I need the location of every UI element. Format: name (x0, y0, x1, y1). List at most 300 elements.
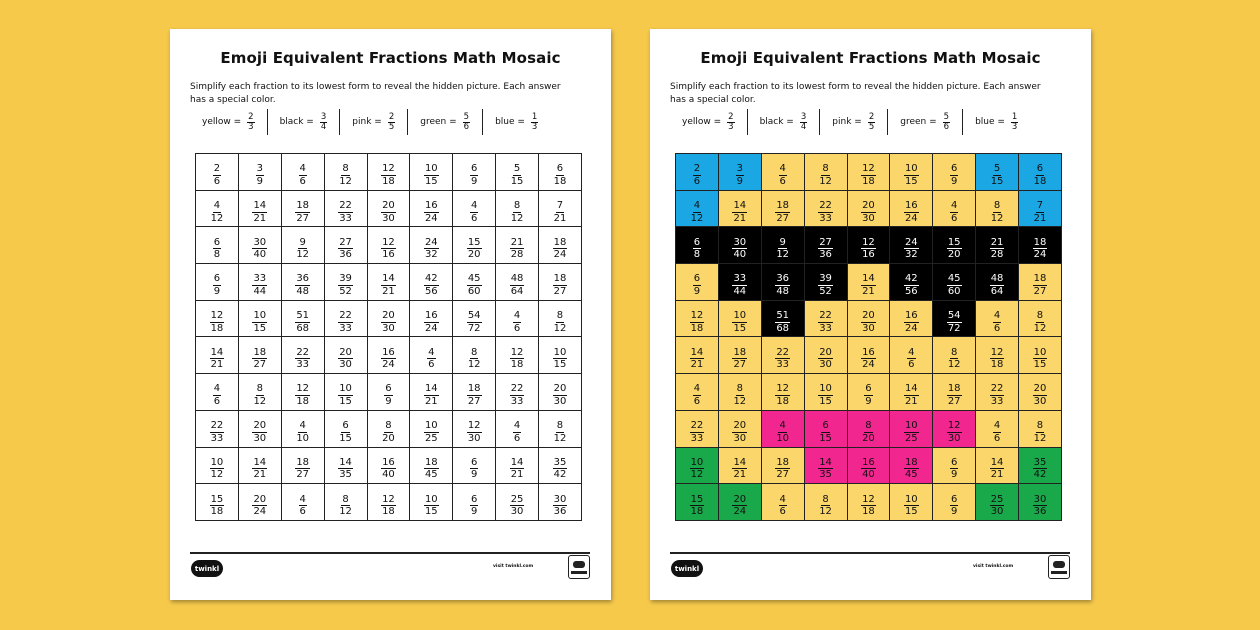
grid-cell (324, 154, 367, 191)
grid-cell (804, 447, 847, 484)
grid-cell (281, 337, 324, 374)
grid-cell (196, 484, 239, 521)
fraction: $\frac{6}{15}$ (819, 420, 832, 444)
fraction: $\frac{35}{42}$ (1033, 456, 1047, 481)
grid-cell (453, 300, 496, 337)
fraction: $\frac{10}{15}$ (339, 383, 352, 407)
grid-cell (238, 337, 281, 374)
color-key (672, 109, 1072, 135)
fraction: $\frac{39}{52}$ (339, 273, 352, 297)
fraction: $\frac{12}{18}$ (382, 163, 395, 187)
fraction: $\frac{18}{27}$ (776, 456, 790, 481)
key-label: yellow = (682, 117, 722, 127)
key-black (747, 109, 820, 135)
fraction: $\frac{18}{27}$ (1033, 273, 1047, 297)
grid-cell (367, 264, 410, 301)
fraction: $\frac{12}{18}$ (776, 383, 790, 407)
fraction: $\frac{8}{12}$ (819, 493, 832, 518)
fraction: $\frac{22}{33}$ (510, 383, 524, 407)
fraction: $\frac{10}{12}$ (690, 456, 704, 481)
grid-cell (281, 374, 324, 411)
grid-cell (453, 264, 496, 301)
grid-cell (718, 410, 761, 447)
fraction: $\frac{2}{6}$ (213, 163, 221, 187)
grid-cell (196, 154, 239, 191)
grid-cell (718, 484, 761, 521)
grid-cell (976, 374, 1019, 411)
quality-stamp-icon (568, 555, 590, 579)
twinkl-logo: twinkl (191, 560, 223, 577)
fraction: $\frac{8}{12}$ (553, 420, 567, 444)
grid-cell (933, 190, 976, 227)
grid-cell (496, 447, 539, 484)
grid-cell (539, 484, 582, 521)
grid-cell (1019, 190, 1062, 227)
fraction: $\frac{15}{20}$ (467, 236, 481, 261)
fraction: $\frac{6}{8}$ (693, 236, 701, 261)
fraction: $\frac{20}{30}$ (862, 310, 875, 334)
fraction: $\frac{10}{15}$ (1033, 346, 1047, 371)
fraction: $\frac{8}{20}$ (382, 420, 395, 444)
grid-cell (367, 410, 410, 447)
fraction: $\frac{14}{35}$ (339, 456, 352, 481)
fraction: $\frac{4}{10}$ (296, 420, 310, 444)
grid-cell (539, 300, 582, 337)
worksheet-title: Emoji Equivalent Fractions Math Mosaic (700, 49, 1041, 67)
fraction: $\frac{6}{9}$ (213, 273, 221, 297)
footer-divider (670, 552, 1070, 554)
fraction: $\frac{6}{9}$ (471, 493, 478, 518)
grid-cell (453, 410, 496, 447)
grid-cell (496, 190, 539, 227)
fraction: $\frac{14}{21}$ (690, 346, 704, 371)
fraction: $\frac{8}{12}$ (1033, 310, 1047, 334)
grid-cell (496, 337, 539, 374)
grid-cell (761, 410, 804, 447)
grid-cell (933, 447, 976, 484)
fraction: $\frac{14}{21}$ (733, 200, 747, 224)
grid-cell (761, 227, 804, 264)
fraction: $\frac{4}{6}$ (213, 383, 221, 407)
fraction: $\frac{21}{28}$ (990, 236, 1004, 261)
fraction: $\frac{10}{15}$ (733, 310, 747, 334)
fraction: $\frac{12}{18}$ (210, 310, 224, 334)
grid-cell (324, 337, 367, 374)
grid-cell (238, 190, 281, 227)
fraction: $\frac{20}{24}$ (733, 493, 747, 518)
fraction: $\frac{6}{9}$ (951, 493, 958, 518)
fraction: $\frac{14}{21}$ (253, 456, 267, 481)
fraction: $\frac{22}{33}$ (339, 200, 352, 224)
grid-cell (539, 447, 582, 484)
grid-cell (367, 337, 410, 374)
grid-cell (976, 447, 1019, 484)
grid-cell (761, 300, 804, 337)
grid-cell (496, 300, 539, 337)
fraction: $\frac{8}{12}$ (339, 493, 352, 518)
fraction: $\frac{16}{24}$ (904, 200, 918, 224)
fraction: $\frac{14}{21}$ (733, 456, 747, 481)
grid-cell (676, 337, 719, 374)
grid-cell (976, 300, 1019, 337)
grid-cell (367, 190, 410, 227)
fraction: $\frac{10}{25}$ (904, 420, 918, 444)
fraction: $\frac{10}{15}$ (553, 346, 567, 371)
fraction: $\frac{14}{21}$ (210, 346, 224, 371)
fraction: $\frac{33}{44}$ (733, 273, 747, 297)
fraction: $\frac{27}{36}$ (339, 236, 352, 261)
fraction: $\frac{18}{27}$ (947, 383, 961, 407)
fraction: $\frac{20}{30}$ (382, 200, 395, 224)
fraction: $\frac{16}{40}$ (382, 456, 395, 481)
fraction: $\frac{12}{18}$ (690, 310, 704, 334)
fraction: $\frac{10}{25}$ (424, 420, 438, 444)
grid-cell (453, 190, 496, 227)
grid-cell (367, 484, 410, 521)
grid-cell (976, 227, 1019, 264)
grid-cell (281, 447, 324, 484)
fraction: $\frac{8}{12}$ (990, 200, 1004, 224)
key-yellow (192, 109, 267, 135)
grid-cell (761, 484, 804, 521)
grid-cell (410, 337, 453, 374)
fraction: $\frac{48}{64}$ (990, 273, 1004, 297)
fraction: $\frac{22}{33}$ (296, 346, 310, 371)
grid-cell (847, 374, 890, 411)
fraction: $\frac{12}{18}$ (382, 493, 395, 518)
fraction: $\frac{8}{12}$ (733, 383, 747, 407)
fraction: $\frac{27}{36}$ (819, 236, 832, 261)
grid-cell (761, 337, 804, 374)
grid-cell (453, 374, 496, 411)
fraction: $\frac{8}{12}$ (339, 163, 352, 187)
grid-cell (890, 447, 933, 484)
fraction: $\frac{18}{27}$ (553, 273, 567, 297)
grid-cell (238, 264, 281, 301)
fraction: $\frac{12}{16}$ (862, 236, 875, 261)
grid-cell (890, 484, 933, 521)
grid-cell (1019, 264, 1062, 301)
grid-cell (410, 410, 453, 447)
fraction: $\frac{22}{33}$ (776, 346, 790, 371)
key-fraction: $\frac{2}{3}$ (248, 111, 254, 132)
grid-cell (238, 300, 281, 337)
grid-cell (410, 154, 453, 191)
grid-cell (890, 410, 933, 447)
fraction: $\frac{6}{9}$ (471, 456, 478, 481)
fraction: $\frac{20}{30}$ (339, 346, 352, 371)
grid-cell (410, 374, 453, 411)
fraction: $\frac{8}{12}$ (510, 200, 524, 224)
fraction: $\frac{10}{15}$ (253, 310, 267, 334)
key-label: yellow = (202, 117, 242, 127)
grid-cell (933, 227, 976, 264)
grid-row (676, 264, 1062, 301)
fraction: $\frac{18}{27}$ (296, 200, 310, 224)
grid-cell (676, 227, 719, 264)
grid-cell (804, 154, 847, 191)
grid-cell (933, 300, 976, 337)
grid-cell (976, 154, 1019, 191)
grid-cell (1019, 337, 1062, 374)
grid-cell (1019, 374, 1062, 411)
grid-cell (976, 337, 1019, 374)
grid-cell (718, 337, 761, 374)
fraction: $\frac{4}{6}$ (513, 310, 521, 334)
grid-cell (976, 484, 1019, 521)
fraction: $\frac{12}{18}$ (990, 346, 1004, 371)
grid-cell (718, 227, 761, 264)
fraction: $\frac{48}{64}$ (510, 273, 524, 297)
fraction: $\frac{30}{40}$ (253, 236, 267, 261)
fraction: $\frac{20}{30}$ (253, 420, 267, 444)
fraction: $\frac{36}{48}$ (296, 273, 310, 297)
fraction: $\frac{4}{6}$ (908, 346, 915, 371)
fraction: $\frac{6}{18}$ (553, 163, 567, 187)
grid-cell (496, 374, 539, 411)
fraction: $\frac{4}{6}$ (299, 163, 306, 187)
grid-row (196, 484, 582, 521)
fraction: $\frac{14}{35}$ (819, 456, 832, 481)
fraction: $\frac{45}{60}$ (467, 273, 481, 297)
grid-cell (238, 374, 281, 411)
fraction: $\frac{21}{28}$ (510, 236, 524, 261)
grid-cell (933, 264, 976, 301)
fraction: $\frac{9}{12}$ (776, 236, 790, 261)
fraction: $\frac{7}{21}$ (1033, 200, 1047, 224)
grid-cell (196, 337, 239, 374)
fraction: $\frac{4}{6}$ (993, 310, 1001, 334)
grid-cell (890, 264, 933, 301)
grid-cell (238, 410, 281, 447)
grid-cell (676, 410, 719, 447)
fraction: $\frac{15}{20}$ (947, 236, 961, 261)
fraction: $\frac{25}{30}$ (990, 493, 1004, 518)
grid-row (196, 410, 582, 447)
fraction: $\frac{4}{6}$ (951, 200, 958, 224)
grid-cell (324, 374, 367, 411)
grid-cell (761, 190, 804, 227)
grid-cell (238, 447, 281, 484)
color-key (192, 109, 592, 135)
grid-row (196, 227, 582, 264)
key-green (407, 109, 482, 135)
grid-cell (847, 190, 890, 227)
key-label: green = (420, 117, 457, 127)
key-blue (482, 109, 550, 135)
fraction: $\frac{25}{30}$ (510, 493, 524, 518)
key-label: blue = (975, 117, 1005, 127)
fraction: $\frac{42}{56}$ (424, 273, 438, 297)
fraction: $\frac{16}{24}$ (424, 200, 438, 224)
fraction: $\frac{9}{12}$ (296, 236, 310, 261)
fraction: $\frac{18}{27}$ (776, 200, 790, 224)
key-label: pink = (352, 117, 382, 127)
worksheet-title: Emoji Equivalent Fractions Math Mosaic (220, 49, 561, 67)
grid-cell (496, 264, 539, 301)
key-fraction: $\frac{1}{3}$ (1011, 111, 1018, 132)
grid-cell (453, 227, 496, 264)
fraction: $\frac{24}{32}$ (424, 236, 438, 261)
grid-cell (453, 447, 496, 484)
fraction: $\frac{10}{12}$ (210, 456, 224, 481)
grid-cell (1019, 484, 1062, 521)
fraction: $\frac{51}{68}$ (776, 310, 790, 334)
fraction-grid-colored (675, 153, 1062, 521)
fraction: $\frac{12}{18}$ (862, 493, 875, 518)
grid-cell (676, 447, 719, 484)
grid-cell (976, 410, 1019, 447)
fraction: $\frac{6}{18}$ (1033, 163, 1047, 187)
fraction: $\frac{6}{9}$ (693, 273, 701, 297)
grid-cell (496, 227, 539, 264)
fraction: $\frac{36}{48}$ (776, 273, 790, 297)
key-fraction: $\frac{2}{5}$ (868, 111, 875, 132)
grid-cell (804, 190, 847, 227)
grid-cell (281, 264, 324, 301)
fraction: $\frac{16}{24}$ (862, 346, 875, 371)
fraction: $\frac{8}{20}$ (862, 420, 875, 444)
fraction: $\frac{18}{24}$ (1033, 236, 1047, 261)
grid-cell (367, 374, 410, 411)
grid-cell (196, 410, 239, 447)
grid-cell (324, 227, 367, 264)
key-label: black = (759, 117, 794, 127)
fraction: $\frac{15}{18}$ (690, 493, 704, 518)
grid-cell (410, 447, 453, 484)
fraction: $\frac{30}{36}$ (553, 493, 567, 518)
grid-cell (761, 447, 804, 484)
worksheet-blank (170, 29, 611, 600)
grid-cell (761, 154, 804, 191)
fraction: $\frac{8}{12}$ (819, 163, 832, 187)
key-black (267, 109, 340, 135)
fraction: $\frac{24}{32}$ (904, 236, 918, 261)
grid-cell (676, 264, 719, 301)
fraction: $\frac{22}{33}$ (210, 420, 224, 444)
key-label: blue = (495, 117, 525, 127)
grid-row (676, 300, 1062, 337)
fraction: $\frac{4}{12}$ (210, 200, 224, 224)
grid-cell (324, 264, 367, 301)
grid-cell (410, 300, 453, 337)
grid-cell (847, 264, 890, 301)
grid-cell (1019, 300, 1062, 337)
fraction: $\frac{4}{6}$ (693, 383, 701, 407)
grid-cell (890, 300, 933, 337)
fraction: $\frac{8}{12}$ (253, 383, 267, 407)
fraction: $\frac{18}{45}$ (424, 456, 438, 481)
fraction-grid (195, 153, 582, 521)
key-fraction: $\frac{3}{4}$ (320, 111, 327, 132)
fraction: $\frac{4}{6}$ (513, 420, 521, 444)
grid-cell (1019, 154, 1062, 191)
grid-cell (238, 154, 281, 191)
grid-cell (890, 227, 933, 264)
grid-cell (847, 337, 890, 374)
fraction: $\frac{6}{9}$ (865, 383, 872, 407)
grid-cell (281, 410, 324, 447)
fraction: $\frac{14}{21}$ (904, 383, 918, 407)
fraction: $\frac{45}{60}$ (947, 273, 961, 297)
grid-cell (890, 337, 933, 374)
grid-row (676, 154, 1062, 191)
worksheet-instructions: Simplify each fraction to its lowest form to reveal the hidden picture. Each answer has a special color. (670, 82, 1041, 105)
fraction: $\frac{14}{21}$ (424, 383, 438, 407)
grid-cell (804, 227, 847, 264)
key-green (887, 109, 962, 135)
grid-cell (324, 190, 367, 227)
fraction: $\frac{4}{10}$ (776, 420, 790, 444)
grid-cell (453, 154, 496, 191)
key-pink (819, 109, 887, 135)
grid-row (676, 190, 1062, 227)
fraction: $\frac{14}{21}$ (253, 200, 267, 224)
fraction: $\frac{10}{15}$ (904, 163, 918, 187)
fraction: $\frac{3}{9}$ (256, 163, 263, 187)
grid-cell (933, 410, 976, 447)
grid-cell (281, 190, 324, 227)
grid-cell (539, 154, 582, 191)
grid-cell (847, 447, 890, 484)
grid-cell (281, 154, 324, 191)
grid-row (196, 190, 582, 227)
key-label: green = (900, 117, 937, 127)
fraction: $\frac{10}{15}$ (424, 163, 438, 187)
grid-cell (847, 154, 890, 191)
grid-cell (196, 374, 239, 411)
grid-cell (281, 484, 324, 521)
fraction: $\frac{6}{9}$ (385, 383, 392, 407)
grid-cell (367, 154, 410, 191)
grid-cell (324, 447, 367, 484)
fraction: $\frac{16}{24}$ (424, 310, 438, 334)
grid-cell (196, 300, 239, 337)
fraction: $\frac{6}{15}$ (339, 420, 352, 444)
key-fraction: $\frac{5}{6}$ (463, 111, 470, 132)
grid-cell (718, 374, 761, 411)
grid-row (196, 374, 582, 411)
grid-cell (1019, 410, 1062, 447)
grid-cell (1019, 447, 1062, 484)
grid-cell (539, 374, 582, 411)
key-pink (339, 109, 407, 135)
fraction: $\frac{4}{6}$ (993, 420, 1001, 444)
fraction: $\frac{12}{16}$ (382, 236, 395, 261)
fraction: $\frac{54}{72}$ (947, 310, 961, 334)
grid-cell (933, 484, 976, 521)
key-fraction: $\frac{2}{5}$ (388, 111, 395, 132)
grid-cell (676, 300, 719, 337)
fraction: $\frac{18}{45}$ (904, 456, 918, 481)
fraction: $\frac{42}{56}$ (904, 273, 918, 297)
fraction: $\frac{22}{33}$ (819, 200, 832, 224)
grid-cell (761, 374, 804, 411)
grid-cell (890, 374, 933, 411)
fraction: $\frac{14}{21}$ (510, 456, 524, 481)
fraction: $\frac{7}{21}$ (553, 200, 567, 224)
worksheet-instructions: Simplify each fraction to its lowest form to reveal the hidden picture. Each answer has a special color. (190, 82, 561, 105)
grid-cell (539, 410, 582, 447)
key-blue (962, 109, 1030, 135)
fraction: $\frac{10}{15}$ (904, 493, 918, 518)
grid-row (676, 484, 1062, 521)
grid-cell (196, 447, 239, 484)
grid-cell (324, 410, 367, 447)
fraction: $\frac{16}{40}$ (862, 456, 875, 481)
fraction: $\frac{12}{18}$ (862, 163, 875, 187)
fraction: $\frac{18}{27}$ (733, 346, 747, 371)
